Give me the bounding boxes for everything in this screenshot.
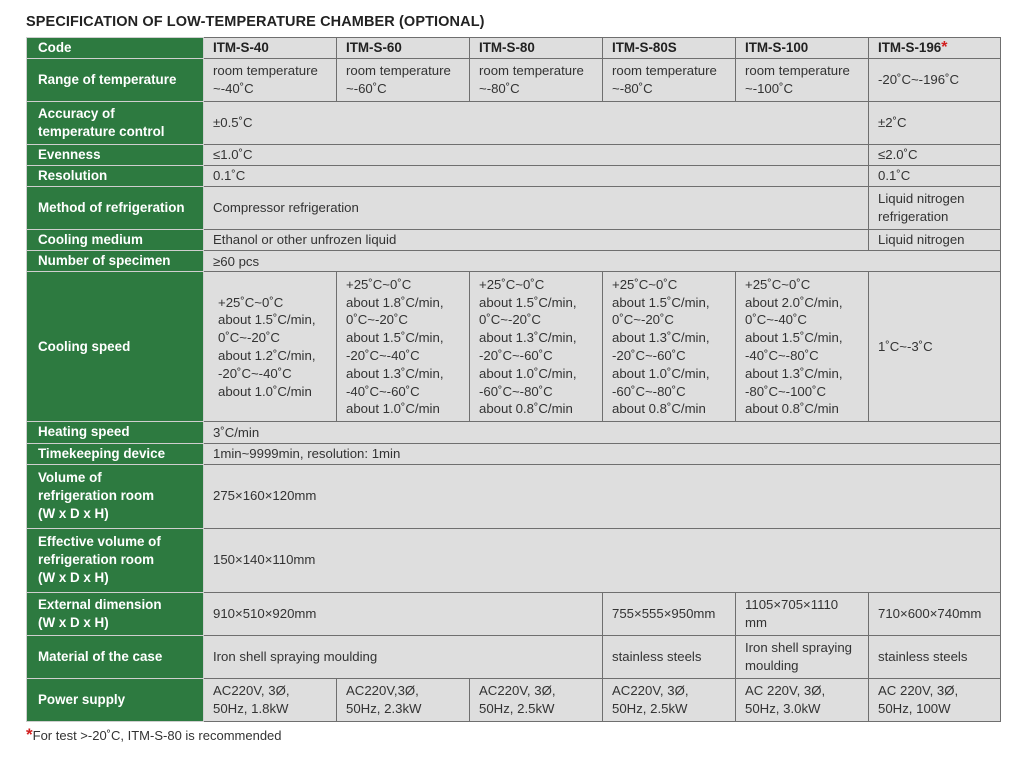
asterisk-mark: * bbox=[26, 725, 33, 744]
spec-table bbox=[26, 37, 1001, 722]
value-cell: -20˚C~-196˚C bbox=[869, 59, 1001, 102]
value-cell: ±2˚C bbox=[869, 102, 1001, 145]
row-label: Accuracy of temperature control bbox=[27, 102, 204, 145]
row-label: Material of the case bbox=[27, 635, 204, 678]
row-label: Range of temperature bbox=[27, 59, 204, 102]
value-cell: AC220V, 3Ø, 50Hz, 2.5kW bbox=[470, 678, 603, 721]
row-label: Volume of refrigeration room (W x D x H) bbox=[27, 464, 204, 528]
model-cell: ITM-S-40 bbox=[204, 38, 337, 59]
row-label: Effective volume of refrigeration room (W x D x H) bbox=[27, 528, 204, 592]
value-cell: 710×600×740mm bbox=[869, 592, 1001, 635]
value-cell: 1˚C~-3˚C bbox=[869, 272, 1001, 422]
value-cell: Liquid nitrogen bbox=[869, 230, 1001, 251]
value-cell: 0.1˚C bbox=[869, 166, 1001, 187]
model-name: ITM-S-196 bbox=[878, 40, 942, 55]
row-effective-volume bbox=[27, 528, 1001, 592]
value-cell: 275×160×120mm bbox=[204, 464, 1001, 528]
value-cell: Iron shell spraying moulding bbox=[204, 635, 603, 678]
value-cell: +25˚C~0˚C about 2.0˚C/min, 0˚C~-40˚C about 1.5˚C/min, -40˚C~-80˚C about 1.3˚C/min, -80˚C~-100˚C about 0.8˚C/min bbox=[736, 272, 869, 422]
row-accuracy bbox=[27, 102, 1001, 145]
value-cell: 150×140×110mm bbox=[204, 528, 1001, 592]
row-material bbox=[27, 635, 1001, 678]
value-cell: +25˚C~0˚C about 1.8˚C/min, 0˚C~-20˚C about 1.5˚C/min, -20˚C~-40˚C about 1.3˚C/min, -40˚C~-60˚C about 1.0˚C/min bbox=[337, 272, 470, 422]
value-cell: +25˚C~0˚C about 1.5˚C/min, 0˚C~-20˚C about 1.2˚C/min, -20˚C~-40˚C about 1.0˚C/min bbox=[204, 272, 337, 422]
value-cell: 910×510×920mm bbox=[204, 592, 603, 635]
value-cell: 1min~9999min, resolution: 1min bbox=[204, 443, 1001, 464]
row-specimen bbox=[27, 251, 1001, 272]
row-medium bbox=[27, 230, 1001, 251]
value-cell: room temperature ~-100˚C bbox=[736, 59, 869, 102]
model-cell: ITM-S-100 bbox=[736, 38, 869, 59]
value-cell: +25˚C~0˚C about 1.5˚C/min, 0˚C~-20˚C about 1.3˚C/min, -20˚C~-60˚C about 1.0˚C/min, -60˚C~-80˚C about 0.8˚C/min bbox=[470, 272, 603, 422]
footnote bbox=[26, 725, 282, 744]
row-label: Resolution bbox=[27, 166, 204, 187]
value-cell: Liquid nitrogen refrigeration bbox=[869, 187, 1001, 230]
row-timekeeping bbox=[27, 443, 1001, 464]
value-cell: room temperature ~-80˚C bbox=[470, 59, 603, 102]
row-label: Number of specimen bbox=[27, 251, 204, 272]
model-cell: ITM-S-80 bbox=[470, 38, 603, 59]
value-cell: AC 220V, 3Ø, 50Hz, 100W bbox=[869, 678, 1001, 721]
value-cell: ≥60 pcs bbox=[204, 251, 1001, 272]
row-label: External dimension (W x D x H) bbox=[27, 592, 204, 635]
value-cell: AC220V,3Ø, 50Hz, 2.3kW bbox=[337, 678, 470, 721]
row-heating bbox=[27, 422, 1001, 443]
row-external-dimension bbox=[27, 592, 1001, 635]
model-cell: ITM-S-80S bbox=[603, 38, 736, 59]
value-cell: ≤2.0˚C bbox=[869, 145, 1001, 166]
model-cell-starred bbox=[869, 38, 1001, 59]
row-label: Code bbox=[27, 38, 204, 59]
row-cooling bbox=[27, 272, 1001, 422]
row-label: Method of refrigeration bbox=[27, 187, 204, 230]
row-code bbox=[27, 38, 1001, 59]
value-cell: Ethanol or other unfrozen liquid bbox=[204, 230, 869, 251]
value-cell: AC 220V, 3Ø, 50Hz, 3.0kW bbox=[736, 678, 869, 721]
row-method bbox=[27, 187, 1001, 230]
footnote-text: For test >-20˚C, ITM-S-80 is recommended bbox=[32, 728, 282, 743]
row-label: Power supply bbox=[27, 678, 204, 721]
value-cell: 3˚C/min bbox=[204, 422, 1001, 443]
value-cell: AC220V, 3Ø, 50Hz, 2.5kW bbox=[603, 678, 736, 721]
value-cell: room temperature ~-60˚C bbox=[337, 59, 470, 102]
row-label: Cooling medium bbox=[27, 230, 204, 251]
value-cell: 1105×705×1110 mm bbox=[736, 592, 869, 635]
row-evenness bbox=[27, 145, 1001, 166]
value-cell: +25˚C~0˚C about 1.5˚C/min, 0˚C~-20˚C about 1.3˚C/min, -20˚C~-60˚C about 1.0˚C/min, -60˚C~-80˚C about 0.8˚C/min bbox=[603, 272, 736, 422]
value-cell: stainless steels bbox=[869, 635, 1001, 678]
row-power bbox=[27, 678, 1001, 721]
row-range bbox=[27, 59, 1001, 102]
value-cell: ±0.5˚C bbox=[204, 102, 869, 145]
value-cell: room temperature ~-40˚C bbox=[204, 59, 337, 102]
row-label: Timekeeping device bbox=[27, 443, 204, 464]
row-label: Cooling speed bbox=[27, 272, 204, 422]
value-cell: Iron shell spraying moulding bbox=[736, 635, 869, 678]
value-cell: 0.1˚C bbox=[204, 166, 869, 187]
value-cell: stainless steels bbox=[603, 635, 736, 678]
row-label: Evenness bbox=[27, 145, 204, 166]
row-resolution bbox=[27, 166, 1001, 187]
page-title: SPECIFICATION OF LOW-TEMPERATURE CHAMBER (OPTIONAL) bbox=[26, 14, 485, 30]
asterisk-mark: * bbox=[941, 39, 948, 56]
value-cell: 755×555×950mm bbox=[603, 592, 736, 635]
value-cell: room temperature ~-80˚C bbox=[603, 59, 736, 102]
value-cell: ≤1.0˚C bbox=[204, 145, 869, 166]
model-cell: ITM-S-60 bbox=[337, 38, 470, 59]
row-label: Heating speed bbox=[27, 422, 204, 443]
value-cell: AC220V, 3Ø, 50Hz, 1.8kW bbox=[204, 678, 337, 721]
value-cell: Compressor refrigeration bbox=[204, 187, 869, 230]
row-volume bbox=[27, 464, 1001, 528]
